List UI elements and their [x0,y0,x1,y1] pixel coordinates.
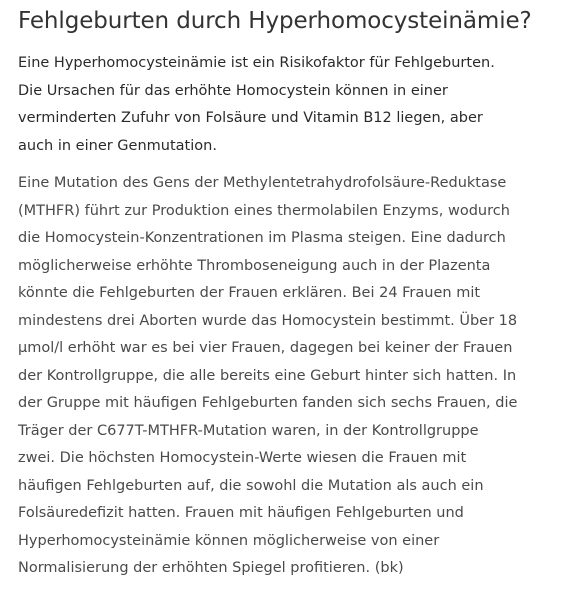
body-line: Eine Mutation des Gens der Methylentetrahydrofolsäure-Reduktase [18,175,507,191]
body-line: Folsäuredefizit hatten. Frauen mit häufigen Fehlgeburten und [18,505,464,521]
body-line: häufigen Fehlgeburten auf, die sowohl die Mutation als auch ein [18,477,484,494]
article-lead [18,50,555,160]
body-line: könnte die Fehlgeburten der Frauen erklären. Bei 24 Frauen mit [18,285,481,301]
body-line: mindestens drei Aborten wurde das Homocystein bestimmt. Über 18 [18,312,518,329]
lead-line: verminderten Zufuhr von Folsäure und Vitamin B12 liegen, aber [18,110,483,126]
article-title: Fehlgeburten durch Hyperhomocysteinämie? [18,8,532,34]
body-line: der Kontrollgruppe, die alle bereits eine Geburt hinter sich hatten. In [18,367,517,384]
body-line: Normalisierung der erhöhten Spiegel profitieren. (bk) [18,560,404,576]
body-line: zwei. Die höchsten Homocystein-Werte wiesen die Frauen mit [18,450,467,466]
body-line: die Homocystein-Konzentrationen im Plasma steigen. Eine dadurch [18,230,506,246]
body-line: (MTHFR) führt zur Produktion eines thermolabilen Enzyms, wodurch [18,202,510,219]
lead-line: Die Ursachen für das erhöhte Homocystein können in einer [18,82,448,99]
article-body [18,170,555,583]
body-line: Hyperhomocysteinämie können möglicherweise von einer [18,532,440,549]
body-line: der Gruppe mit häufigen Fehlgeburten fanden sich sechs Frauen, die [18,395,518,411]
lead-line: auch in einer Genmutation. [18,137,217,154]
lead-line: Eine Hyperhomocysteinämie ist ein Risikofaktor für Fehlgeburten. [18,55,495,71]
body-line: möglicherweise erhöhte Thromboseneigung auch in der Plazenta [18,257,491,274]
body-line: Träger der C677T-MTHFR-Mutation waren, in der Kontrollgruppe [18,422,479,439]
body-line: µmol/l erhöht war es bei vier Frauen, dagegen bei keiner der Frauen [18,340,513,356]
